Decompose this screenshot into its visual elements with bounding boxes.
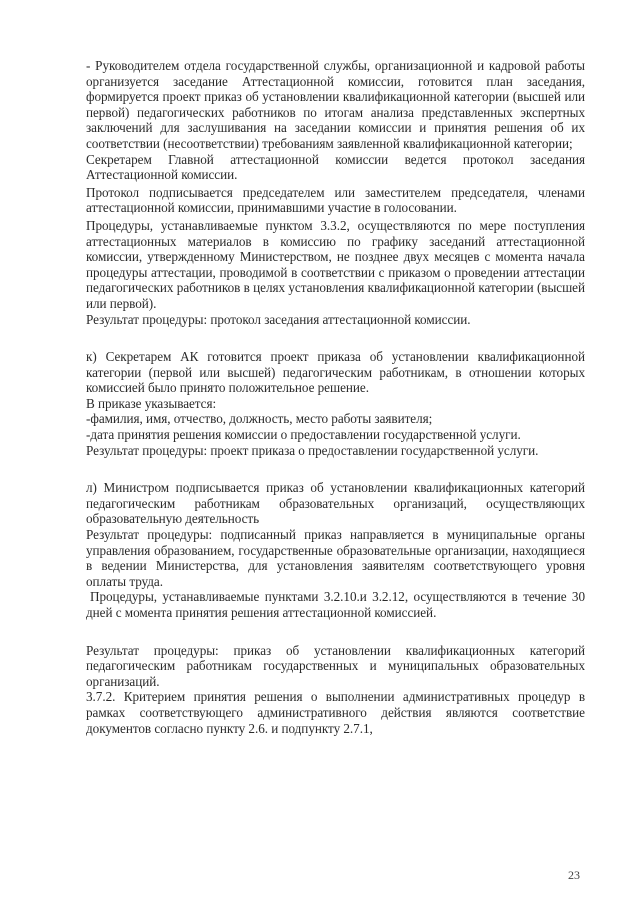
paragraph-12: Результат процедуры: подписанный приказ направляется в муниципальные органы управления образованием, государственные образовательные организации, находящиеся в ведении Министерства, для установления заявителям соответствующего уровня оплаты труда.	[86, 527, 585, 589]
paragraph-10: Результат процедуры: проект приказа о предоставлении государственной услуги.	[86, 442, 539, 458]
paragraph-9: -дата принятия решения комиссии о предоставлении государственной услуги.	[86, 427, 521, 443]
page-number: 23	[568, 868, 580, 882]
paragraph-11: л) Министром подписывается приказ об установлении квалификационных категорий педагогическим работникам образовательных организаций, осуществляющих образовательную деятельность	[86, 480, 585, 527]
paragraph-5: Результат процедуры: протокол заседания аттестационной комиссии.	[86, 311, 471, 327]
paragraph-7: В приказе указывается:	[86, 395, 217, 411]
paragraph-2: Секретарем Главной аттестационной комиссии ведется протокол заседания Аттестационной комиссии.	[86, 151, 585, 183]
paragraph-3: Протокол подписывается председателем или заместителем председателя, членами аттестационной комиссии, принимавшими участие в голосовании.	[86, 184, 585, 216]
paragraph-6: к) Секретарем АК готовится проект приказа об установлении квалификационной категории (первой или высшей) педагогическим работникам, в отношении которых комиссией было принято положительное решение.	[86, 349, 585, 396]
paragraph-4: Процедуры, устанавливаемые пунктом 3.3.2, осуществляются по мере поступления аттестационных материалов в комиссию по графику заседаний аттестационной комиссии, утвержденному Министерством, не позднее двух месяцев с момента начала процедуры аттестации, проводимой в соответствии с приказом о проведении аттестации педагогических работников в целях установления квалификационной категории (высшей или первой).	[86, 217, 585, 311]
paragraph-13: Процедуры, устанавливаемые пунктами 3.2.10.и 3.2.12, осуществляются в течение 30 дней с момента принятия решения аттестационной комиссией.	[86, 589, 585, 620]
paragraph-15: 3.7.2. Критерием принятия решения о выполнении административных процедур в рамках соответствующего административного действия являются соответствие документов согласно пункту 2.6. и подпункту 2.7.1,	[86, 689, 585, 736]
paragraph-8: -фамилия, имя, отчество, должность, место работы заявителя;	[86, 411, 433, 427]
paragraph-14: Результат процедуры: приказ об установлении квалификационных категорий педагогическим работникам государственных и муниципальных образовательных организаций.	[86, 642, 585, 689]
document-body	[86, 58, 585, 736]
paragraph-1: - Руководителем отдела государственной службы, организационной и кадровой работы организуется заседание Аттестационной комиссии, готовится план заседания, формируется проект приказ об установлении квалификационной категории (высшей или первой) педагогических работников по итогам анализа представленных экспертных заключений для заслушивания на заседании комиссии и принятия решения об их соответствии (несоответствии) требованиям заявленной квалификационной категории;	[86, 58, 585, 151]
